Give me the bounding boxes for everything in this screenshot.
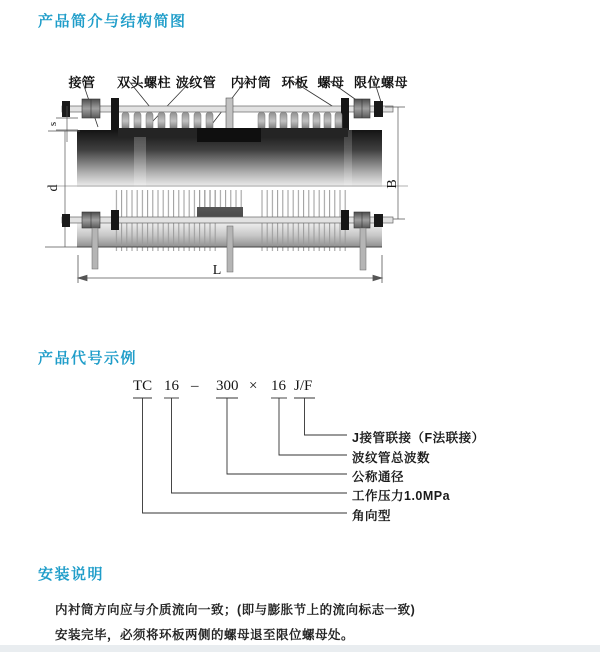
code-callout-lines: [0, 330, 600, 530]
page-bottom-bar: [0, 645, 600, 652]
ring-plate-left: [111, 98, 119, 131]
install-note-line1: 内衬筒方向应与介质流向一致；(即与膨胀节上的流向标志一致): [55, 603, 416, 617]
install-note-line2: 安装完毕，必须将环板两侧的螺母退至限位螺母处。: [55, 628, 355, 642]
callout-wave-count: 波纹管总波数: [352, 451, 431, 465]
section-heading-code: 产品代号示例: [38, 350, 138, 367]
inner-sleeve-collar: [197, 128, 261, 142]
code-token-times: ×: [249, 378, 258, 394]
part-label-connecting-pipe: 接管: [68, 75, 96, 90]
lower-fins-upper-center: [198, 190, 243, 207]
callout-angular-type: 角向型: [352, 509, 392, 523]
part-label-limit-nut: 限位螺母: [353, 75, 409, 90]
part-label-ring-plate: 环板: [281, 75, 309, 90]
dim-label-b: B: [385, 179, 400, 189]
part-label-bellows: 波纹管: [175, 75, 217, 90]
callout-joint-type: J接管联接（F法联接）: [352, 431, 485, 445]
code-token-pressure: 16: [164, 378, 179, 394]
dim-label-l: L: [212, 263, 222, 278]
dim-label-d: d: [46, 184, 61, 192]
pipe-seam-right: [344, 130, 352, 187]
part-label-stud-bolt: 双头螺柱: [116, 75, 172, 90]
code-token-dash: –: [191, 378, 199, 394]
code-token-type: TC: [133, 378, 153, 394]
lower-fins-upper-right: [258, 190, 347, 217]
callout-pressure: 工作压力1.0MPa: [352, 489, 451, 503]
section-heading-intro: 产品简介与结构简图: [38, 13, 187, 30]
dim-label-s: s: [47, 121, 59, 127]
pipe-seam-left: [134, 130, 146, 187]
callout-diameter: 公称通径: [352, 470, 405, 484]
dim-b: [385, 107, 405, 219]
code-token-joint: J/F: [294, 378, 313, 394]
code-token-waves: 16: [271, 378, 286, 394]
section-heading-install: 安装说明: [38, 566, 105, 583]
expansion-joint-diagram: [0, 60, 600, 310]
center-stud-top: [226, 98, 233, 131]
part-label-inner-sleeve: 内衬筒: [230, 75, 272, 90]
code-token-diameter: 300: [216, 378, 239, 394]
part-label-nut: 螺母: [317, 75, 345, 90]
